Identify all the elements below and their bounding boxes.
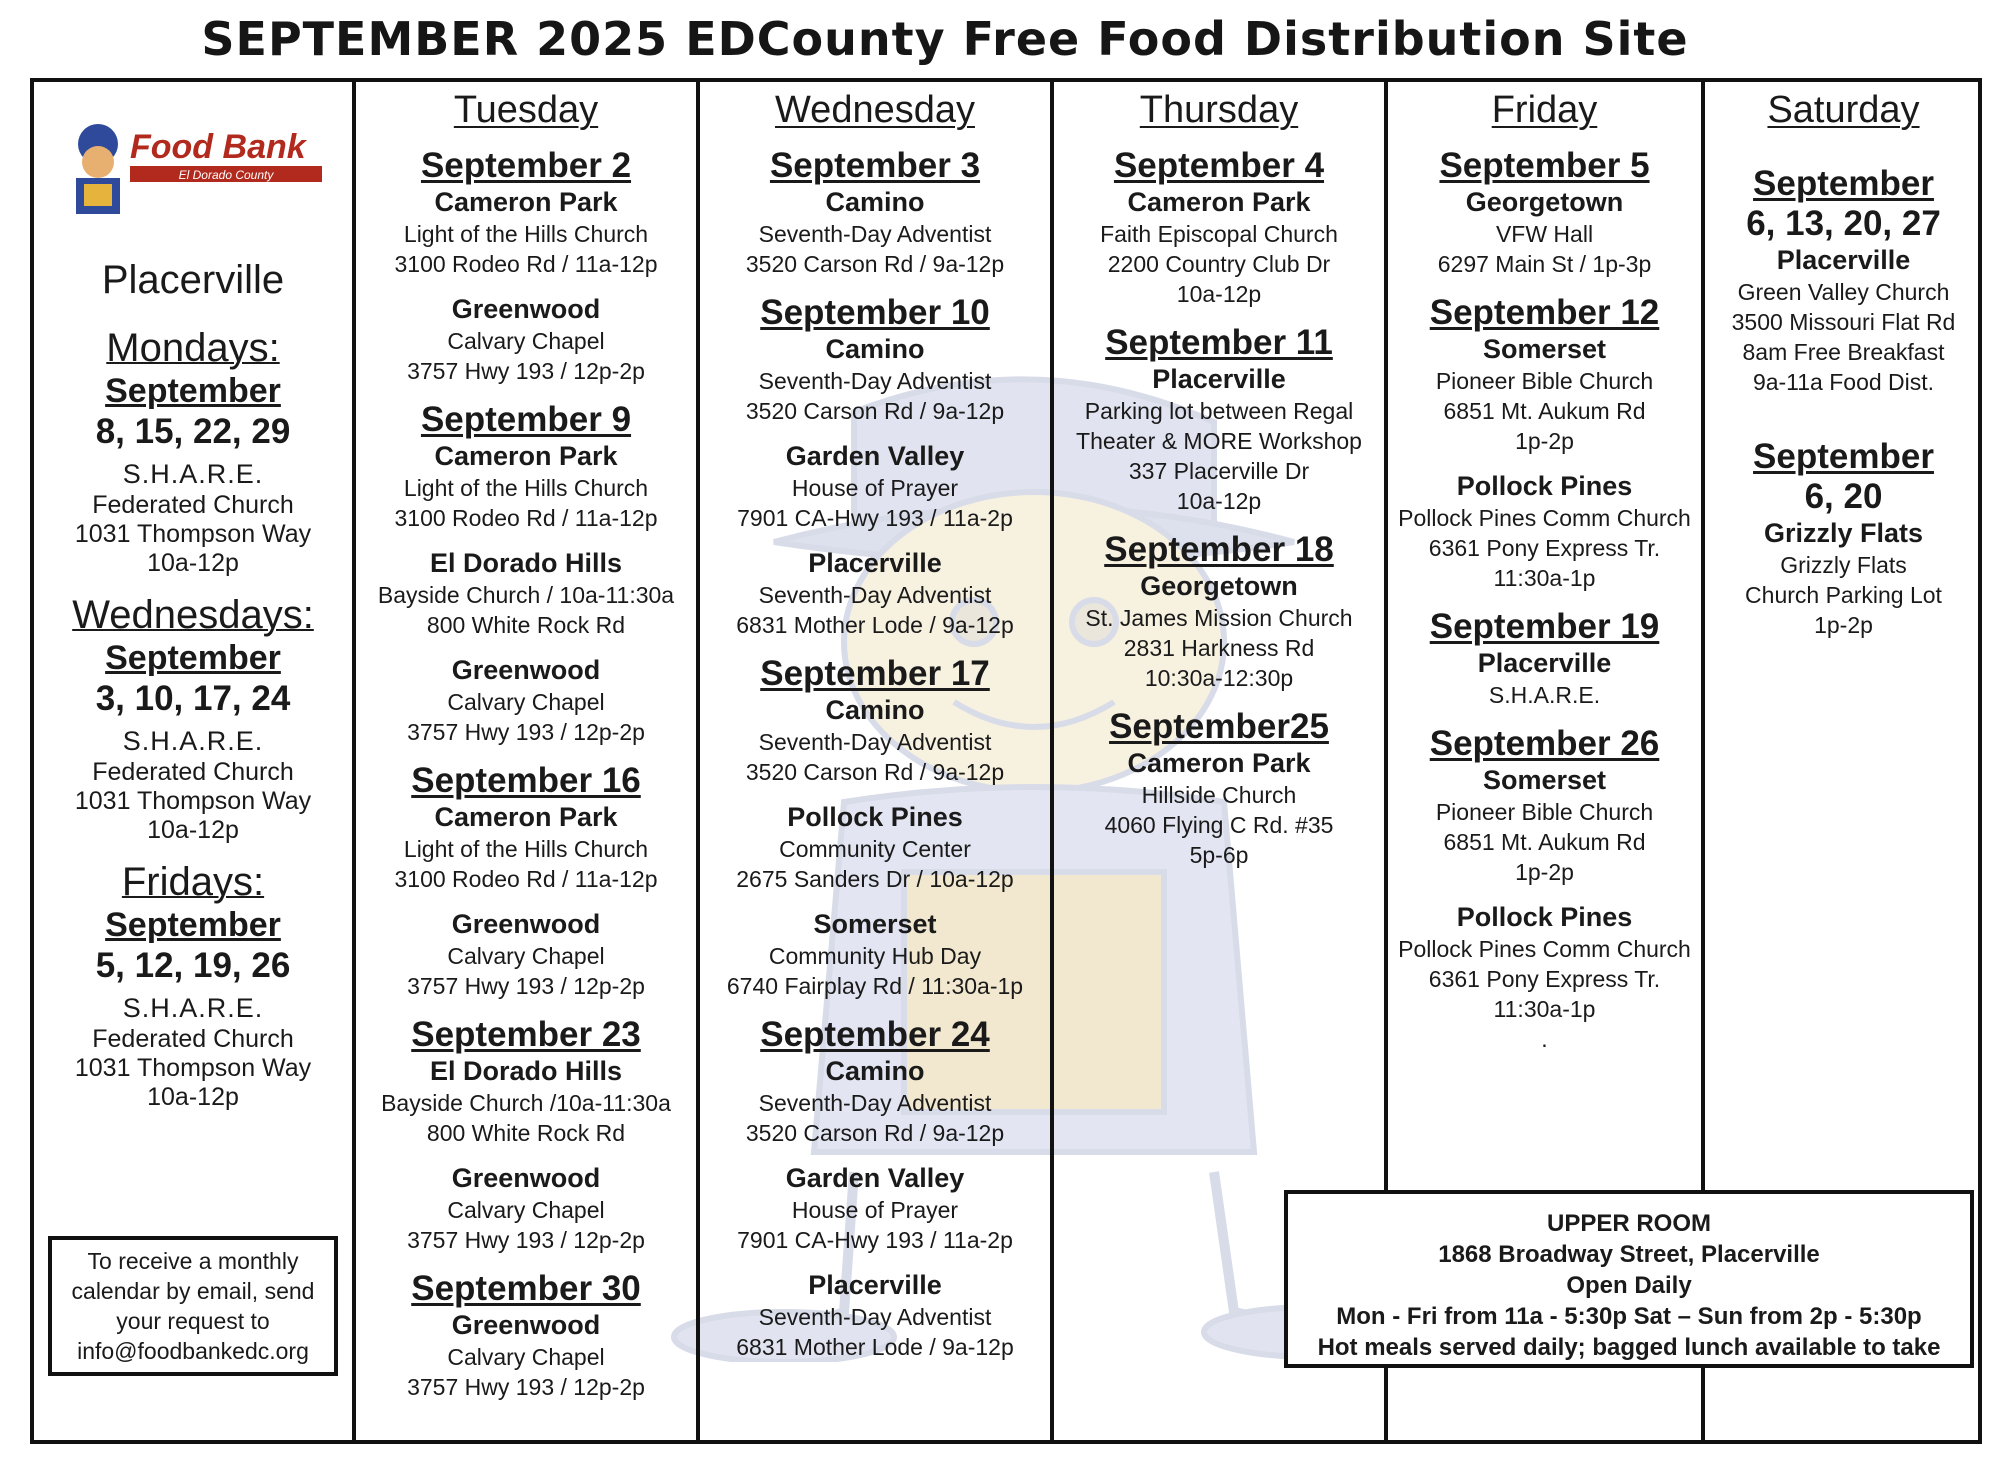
event-detail: Green Valley Church: [1737, 279, 1950, 305]
upper-room-address: 1868 Broadway Street, Placerville: [1438, 1241, 1820, 1268]
group-line: 1031 Thompson Way: [74, 1054, 312, 1082]
event-detail: 10:30a-12:30p: [1144, 665, 1294, 691]
page-title: SEPTEMBER 2025 EDCounty Free Food Distribution Site: [201, 12, 1689, 66]
distribution-event: [1388, 901, 1701, 1054]
event-town: Greenwood: [451, 1163, 601, 1193]
event-detail: Seventh-Day Adventist: [758, 221, 992, 247]
share-group: [34, 325, 352, 578]
monday-share-block: [34, 257, 352, 1126]
group-line: 10a-12p: [147, 1083, 239, 1111]
event-town: Camino: [825, 1056, 925, 1086]
event-town: Georgetown: [1140, 571, 1298, 601]
event-town: Somerset: [1482, 334, 1607, 364]
event-town: Placerville: [808, 548, 942, 578]
group-days: 5, 12, 19, 26: [95, 946, 291, 985]
event-town: Georgetown: [1465, 187, 1624, 217]
event-detail: Bayside Church / 10a-11:30a: [377, 582, 675, 608]
event-detail: 3520 Carson Rd / 9a-12p: [745, 398, 1005, 424]
tuesday-column: [356, 82, 700, 1440]
event-date: September 30: [411, 1269, 641, 1308]
event-detail: 6831 Mother Lode / 9a-12p: [736, 1334, 1014, 1360]
group-line: Federated Church: [92, 758, 294, 786]
event-detail: 2831 Harkness Rd: [1123, 635, 1315, 661]
event-date: September 4: [1113, 146, 1325, 185]
event-town: Cameron Park: [1127, 187, 1311, 217]
distribution-event: [1388, 724, 1701, 887]
event-detail: 2200 Country Club Dr: [1107, 251, 1331, 277]
note-line: your request to: [116, 1308, 270, 1334]
event-town: Cameron Park: [1127, 748, 1311, 778]
group-line: 1031 Thompson Way: [74, 787, 312, 815]
upper-room-title: UPPER ROOM: [1546, 1210, 1711, 1237]
event-detail: St. James Mission Church: [1085, 605, 1353, 631]
day-heading: Wednesday: [775, 89, 975, 131]
event-detail: 7901 CA-Hwy 193 / 11a-2p: [737, 1227, 1013, 1253]
event-detail: Light of the Hills Church: [403, 836, 649, 862]
distribution-event: [356, 654, 696, 747]
distribution-event: [1388, 470, 1701, 593]
share-group: [34, 592, 352, 845]
group-heading: Fridays:: [121, 860, 265, 904]
event-detail: 800 White Rock Rd: [426, 1120, 626, 1146]
upper-room-open: Open Daily: [1566, 1272, 1692, 1299]
event-date: September 19: [1429, 607, 1660, 646]
event-date: September 18: [1104, 530, 1334, 569]
event-town: Greenwood: [451, 909, 601, 939]
event-detail: 6740 Fairplay Rd / 11:30a-1p: [726, 973, 1024, 999]
group-org: S.H.A.R.E.: [122, 459, 264, 489]
event-detail: House of Prayer: [791, 1197, 959, 1223]
group-org: S.H.A.R.E.: [122, 993, 264, 1023]
event-detail: Theater & MORE Workshop: [1076, 428, 1362, 454]
event-detail: 6831 Mother Lode / 9a-12p: [736, 612, 1014, 638]
event-detail: Parking lot between Regal: [1084, 398, 1354, 424]
upper-room-hours: Mon - Fri from 11a - 5:30p Sat – Sun from 2p - 5:30p: [1336, 1303, 1922, 1330]
event-detail: Community Center: [779, 836, 971, 862]
distribution-event: [356, 547, 696, 640]
group-month: September: [105, 906, 281, 944]
event-detail: 3100 Rodeo Rd / 11a-12p: [394, 505, 658, 531]
group-month: September: [105, 372, 281, 410]
group-line: Federated Church: [92, 1025, 294, 1053]
event-detail: Seventh-Day Adventist: [758, 1304, 992, 1330]
event-date: September 9: [420, 400, 632, 439]
distribution-event: [700, 908, 1050, 1001]
event-detail: Seventh-Day Adventist: [758, 729, 992, 755]
event-detail: Hillside Church: [1141, 782, 1297, 808]
event-detail: 3100 Rodeo Rd / 11a-12p: [394, 866, 658, 892]
distribution-event: [356, 1015, 696, 1148]
event-date: September 11: [1105, 323, 1333, 362]
distribution-event: [700, 146, 1050, 279]
event-detail: 11:30a-1p: [1493, 996, 1596, 1022]
event-town: Cameron Park: [434, 802, 618, 832]
day-heading: Friday: [1491, 89, 1598, 131]
upper-room-box: [1284, 1190, 1974, 1368]
event-detail: Light of the Hills Church: [403, 221, 649, 247]
event-detail: Calvary Chapel: [447, 943, 605, 969]
event-detail: 6851 Mt. Aukum Rd: [1443, 829, 1646, 855]
distribution-event: [1054, 707, 1384, 870]
wednesday-column: [700, 82, 1054, 1440]
event-detail: VFW Hall: [1495, 221, 1594, 247]
share-column: [34, 82, 356, 1440]
note-line: To receive a monthly: [87, 1248, 299, 1274]
event-date: September 12: [1429, 293, 1660, 332]
event-detail: 3757 Hwy 193 / 12p-2p: [407, 1227, 645, 1253]
logo-title: Food Bank: [130, 128, 306, 166]
group-days: 3, 10, 17, 24: [95, 679, 291, 718]
group-line: 1031 Thompson Way: [74, 520, 312, 548]
event-detail: 3520 Carson Rd / 9a-12p: [745, 759, 1005, 785]
event-detail: 5p-6p: [1189, 842, 1249, 868]
event-date: September 23: [411, 1015, 641, 1054]
event-detail: S.H.A.R.E.: [1488, 682, 1601, 708]
event-detail: .: [1541, 1026, 1548, 1052]
email-calendar-note: [48, 1236, 338, 1376]
event-detail: 800 White Rock Rd: [426, 612, 626, 638]
event-town: Pollock Pines: [1456, 471, 1633, 501]
city-label: Placerville: [101, 258, 285, 302]
event-date: September 5: [1439, 146, 1650, 185]
event-town: Somerset: [813, 909, 937, 939]
event-detail: 6361 Pony Express Tr.: [1428, 535, 1661, 561]
event-detail: 3757 Hwy 193 / 12p-2p: [407, 358, 645, 384]
event-detail: 337 Placerville Dr: [1128, 458, 1310, 484]
distribution-event: [356, 146, 696, 279]
distribution-event: [356, 761, 696, 894]
event-detail: Seventh-Day Adventist: [758, 582, 992, 608]
calendar-frame: [30, 78, 1982, 1444]
event-town: Garden Valley: [785, 441, 965, 471]
distribution-event: [1705, 437, 1982, 640]
event-town: Cameron Park: [434, 441, 618, 471]
event-date: September 16: [411, 761, 641, 800]
distribution-event: [1705, 164, 1982, 397]
distribution-event: [1054, 323, 1384, 516]
event-date: September25: [1109, 707, 1329, 746]
event-town: Pollock Pines: [1456, 902, 1633, 932]
distribution-event: [700, 1015, 1050, 1148]
event-town: Pollock Pines: [787, 802, 963, 832]
event-detail: 3520 Carson Rd / 9a-12p: [745, 251, 1005, 277]
event-detail: Seventh-Day Adventist: [758, 368, 992, 394]
event-detail: Pollock Pines Comm Church: [1398, 505, 1691, 531]
group-heading: Wednesdays:: [72, 593, 314, 637]
event-date: September 10: [760, 293, 990, 332]
event-date: September 24: [760, 1015, 990, 1054]
event-detail: Calvary Chapel: [447, 689, 605, 715]
group-month: September: [105, 639, 281, 677]
group-heading: Mondays:: [106, 326, 280, 370]
event-town: Greenwood: [451, 294, 601, 324]
event-town: Camino: [825, 187, 925, 217]
group-line: 10a-12p: [147, 549, 239, 577]
event-town: Placerville: [1152, 364, 1286, 394]
event-detail: 1p-2p: [1515, 859, 1574, 885]
event-detail: 3500 Missouri Flat Rd: [1731, 309, 1956, 335]
event-detail: Calvary Chapel: [447, 328, 605, 354]
event-detail: Light of the Hills Church: [403, 475, 649, 501]
day-heading: Thursday: [1139, 89, 1299, 131]
event-detail: 3757 Hwy 193 / 12p-2p: [407, 719, 645, 745]
event-town: El Dorado Hills: [429, 548, 623, 578]
food-bank-logo: [58, 116, 328, 226]
distribution-event: [356, 293, 696, 386]
distribution-event: [1388, 293, 1701, 456]
distribution-event: [700, 801, 1050, 894]
note-line: calendar by email, send: [71, 1278, 315, 1304]
event-town: Cameron Park: [434, 187, 618, 217]
event-date: September: [1753, 437, 1934, 476]
event-detail: Grizzly Flats: [1780, 552, 1907, 578]
event-date: September 26: [1429, 724, 1660, 763]
event-date: September 2: [420, 146, 632, 185]
event-detail: 7901 CA-Hwy 193 / 11a-2p: [737, 505, 1013, 531]
event-town: Greenwood: [451, 655, 601, 685]
event-town: Placerville: [1477, 648, 1612, 678]
event-days: 6, 20: [1804, 477, 1883, 516]
distribution-event: [1388, 146, 1701, 279]
event-detail: Pioneer Bible Church: [1435, 368, 1654, 394]
group-days: 8, 15, 22, 29: [95, 412, 291, 451]
event-detail: 3100 Rodeo Rd / 11a-12p: [394, 251, 658, 277]
event-detail: 3520 Carson Rd / 9a-12p: [745, 1120, 1005, 1146]
distribution-event: [1054, 146, 1384, 309]
event-town: Camino: [825, 695, 925, 725]
distribution-event: [1388, 607, 1701, 710]
event-town: Placerville: [1776, 245, 1911, 275]
event-detail: 10a-12p: [1176, 281, 1262, 307]
event-town: Grizzly Flats: [1763, 518, 1924, 548]
event-date: September 17: [760, 654, 990, 693]
distribution-event: [700, 293, 1050, 426]
event-detail: Calvary Chapel: [447, 1344, 605, 1370]
event-detail: 3757 Hwy 193 / 12p-2p: [407, 1374, 645, 1400]
distribution-event: [700, 1269, 1050, 1362]
logo-subtitle: El Dorado County: [178, 168, 274, 182]
event-detail: Pollock Pines Comm Church: [1398, 936, 1691, 962]
event-detail: House of Prayer: [791, 475, 959, 501]
distribution-event: [1054, 530, 1384, 693]
event-detail: 9a-11a Food Dist.: [1752, 369, 1935, 395]
distribution-event: [356, 908, 696, 1001]
group-line: 10a-12p: [147, 816, 239, 844]
distribution-event: [356, 1269, 696, 1402]
distribution-event: [700, 547, 1050, 640]
event-detail: 6297 Main St / 1p-3p: [1437, 251, 1652, 277]
event-detail: 1p-2p: [1515, 428, 1574, 454]
event-town: Somerset: [1482, 765, 1607, 795]
group-org: S.H.A.R.E.: [122, 726, 264, 756]
event-town: Camino: [825, 334, 925, 364]
event-town: Placerville: [808, 1270, 942, 1300]
event-town: Greenwood: [451, 1310, 601, 1340]
distribution-event: [356, 400, 696, 533]
event-detail: Calvary Chapel: [447, 1197, 605, 1223]
day-heading: Saturday: [1767, 89, 1920, 131]
event-detail: Pioneer Bible Church: [1435, 799, 1654, 825]
event-town: El Dorado Hills: [429, 1056, 623, 1086]
distribution-event: [700, 654, 1050, 787]
event-detail: Seventh-Day Adventist: [758, 1090, 992, 1116]
event-detail: 6361 Pony Express Tr.: [1428, 966, 1661, 992]
distribution-event: [700, 1162, 1050, 1255]
event-date: September 3: [769, 146, 981, 185]
distribution-event: [356, 1162, 696, 1255]
share-group: [34, 859, 352, 1112]
event-date: September: [1753, 164, 1934, 203]
event-detail: 4060 Flying C Rd. #35: [1104, 812, 1334, 838]
event-detail: Bayside Church /10a-11:30a: [381, 1090, 671, 1116]
event-detail: 6851 Mt. Aukum Rd: [1443, 398, 1646, 424]
group-line: Federated Church: [92, 491, 294, 519]
event-detail: 3757 Hwy 193 / 12p-2p: [407, 973, 645, 999]
event-town: Garden Valley: [785, 1163, 965, 1193]
event-detail: Church Parking Lot: [1745, 582, 1942, 608]
distribution-event: [700, 440, 1050, 533]
event-detail: Faith Episcopal Church: [1100, 221, 1338, 247]
day-heading: Tuesday: [453, 89, 599, 131]
event-detail: 2675 Sanders Dr / 10a-12p: [736, 866, 1014, 892]
event-detail: 8am Free Breakfast: [1742, 339, 1945, 365]
event-detail: 11:30a-1p: [1493, 565, 1596, 591]
upper-room-meals: Hot meals served daily; bagged lunch available to take: [1317, 1334, 1941, 1361]
email-address[interactable]: info@foodbankedc.org: [77, 1338, 309, 1364]
event-detail: 1p-2p: [1814, 612, 1873, 638]
event-days: 6, 13, 20, 27: [1746, 204, 1941, 243]
event-detail: Community Hub Day: [768, 943, 982, 969]
event-detail: 10a-12p: [1176, 488, 1262, 514]
